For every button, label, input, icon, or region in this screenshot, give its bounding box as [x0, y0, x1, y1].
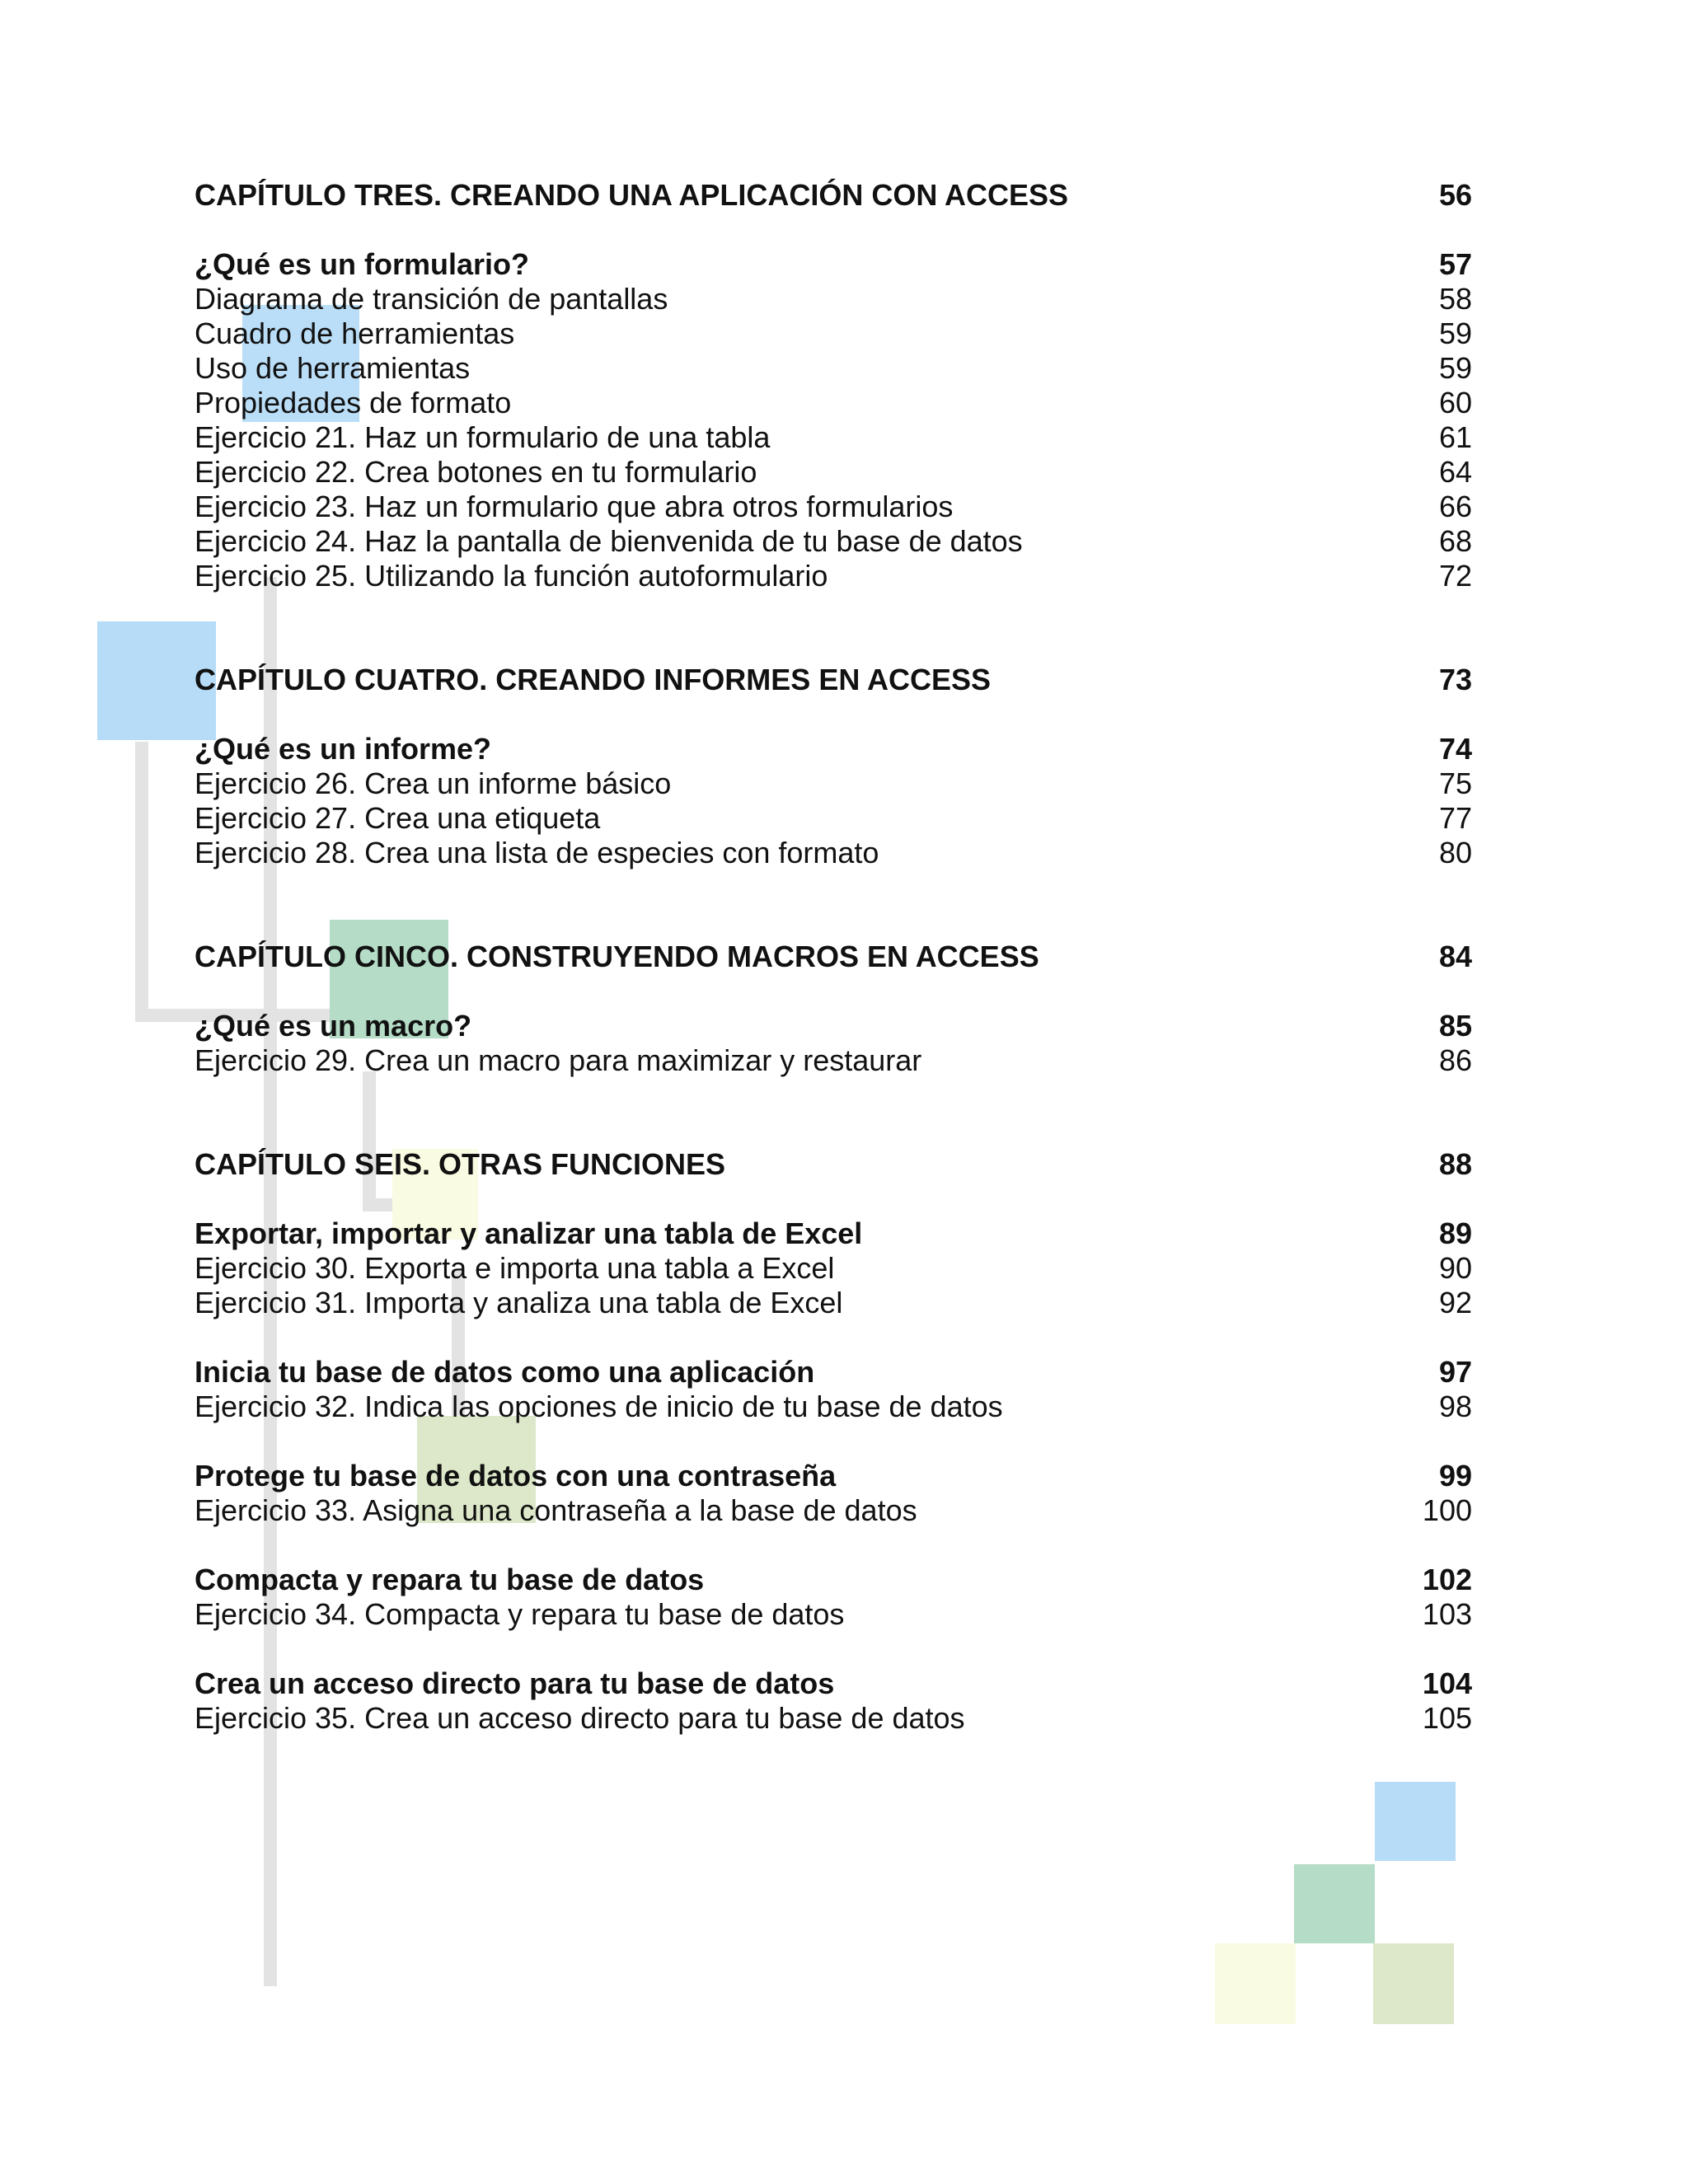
toc-entry-title: Exportar, importar y analizar una tabla de Excel: [195, 1216, 863, 1250]
toc-entry-page: 92: [1438, 1286, 1472, 1319]
toc-entry: [195, 386, 1472, 420]
chapter-heading: [195, 178, 1472, 213]
deco-square-sage-corner: [1373, 1943, 1454, 2024]
section-heading: [195, 1666, 1472, 1701]
toc-entry-title: Propiedades de formato: [195, 386, 512, 419]
toc-entry: [195, 559, 1472, 593]
deco-line-vertical-left: [135, 742, 148, 1022]
toc-entry-page: 66: [1438, 490, 1472, 523]
toc-entry-title: ¿Qué es un macro?: [195, 1009, 472, 1043]
toc-entry: [195, 282, 1472, 316]
toc-entry-page: 85: [1438, 1009, 1472, 1043]
toc-entry-title: Protege tu base de datos con una contraseña: [195, 1459, 837, 1493]
toc-entry-page: 104: [1422, 1666, 1472, 1700]
chapter-heading: [195, 940, 1472, 974]
toc-entry: [195, 766, 1472, 801]
chapter-heading: [195, 663, 1472, 697]
toc-entry-title: CAPÍTULO TRES. CREANDO UNA APLICACIÓN CON ACCESS: [195, 178, 1069, 212]
toc-entry: [195, 490, 1472, 524]
section-heading: [195, 247, 1472, 282]
toc-entry-page: 60: [1438, 386, 1472, 419]
toc-entry-page: 56: [1438, 178, 1472, 212]
toc-entry-title: Inicia tu base de datos como una aplicación: [195, 1355, 815, 1389]
toc-entry-page: 88: [1438, 1147, 1472, 1181]
toc-entry: [195, 420, 1472, 455]
toc-entry-page: 89: [1438, 1216, 1472, 1250]
toc-entry-title: Ejercicio 27. Crea una etiqueta: [195, 801, 601, 835]
toc-entry-page: 68: [1438, 524, 1472, 558]
toc-entry-page: 98: [1438, 1390, 1472, 1423]
toc-entry-page: 58: [1438, 282, 1472, 316]
toc-entry-title: Ejercicio 31. Importa y analiza una tabla de Excel: [195, 1286, 843, 1319]
toc-entry-page: 80: [1438, 836, 1472, 869]
toc-entry: [195, 836, 1472, 870]
toc-entry-title: Diagrama de transición de pantallas: [195, 282, 668, 316]
toc-entry-page: 86: [1438, 1043, 1472, 1077]
toc-entry-title: Compacta y repara tu base de datos: [195, 1563, 705, 1596]
chapter-heading: [195, 1147, 1472, 1182]
toc-entry-title: Ejercicio 35. Crea un acceso directo para tu base de datos: [195, 1701, 965, 1735]
toc-entry: [195, 801, 1472, 836]
deco-square-blue-corner: [1375, 1782, 1456, 1861]
toc-entry: [195, 351, 1472, 386]
toc-entry: [195, 1701, 1472, 1736]
deco-square-cream-corner: [1215, 1943, 1296, 2024]
table-of-contents: [195, 178, 1472, 1736]
section-heading: [195, 732, 1472, 766]
toc-entry-page: 77: [1438, 801, 1472, 835]
section-heading: [195, 1459, 1472, 1493]
toc-entry-page: 90: [1438, 1251, 1472, 1285]
section-heading: [195, 1009, 1472, 1043]
toc-entry-title: Crea un acceso directo para tu base de datos: [195, 1666, 835, 1700]
toc-entry: [195, 524, 1472, 559]
toc-entry-title: Ejercicio 29. Crea un macro para maximizar y restaurar: [195, 1043, 922, 1077]
toc-entry-title: ¿Qué es un formulario?: [195, 247, 530, 281]
toc-entry-title: Ejercicio 33. Asigna una contraseña a la base de datos: [195, 1493, 917, 1527]
toc-entry-page: 105: [1422, 1701, 1472, 1735]
toc-entry: [195, 1286, 1472, 1320]
toc-entry-title: Ejercicio 30. Exporta e importa una tabla a Excel: [195, 1251, 835, 1285]
toc-entry-title: CAPÍTULO CUATRO. CREANDO INFORMES EN ACCESS: [195, 663, 992, 696]
toc-entry-title: Ejercicio 21. Haz un formulario de una tabla: [195, 420, 771, 454]
toc-entry-page: 100: [1422, 1493, 1472, 1527]
toc-entry-title: Ejercicio 25. Utilizando la función autoformulario: [195, 559, 828, 593]
toc-entry: [195, 316, 1472, 351]
toc-entry-page: 59: [1438, 316, 1472, 350]
toc-entry-title: Ejercicio 26. Crea un informe básico: [195, 766, 672, 800]
toc-entry-title: CAPÍTULO SEIS. OTRAS FUNCIONES: [195, 1147, 726, 1181]
toc-entry-title: Ejercicio 22. Crea botones en tu formulario: [195, 455, 757, 489]
toc-entry-page: 59: [1438, 351, 1472, 385]
toc-entry-page: 57: [1438, 247, 1472, 281]
toc-entry: [195, 1043, 1472, 1078]
toc-entry: [195, 1390, 1472, 1424]
toc-entry-page: 99: [1438, 1459, 1472, 1493]
toc-entry: [195, 1251, 1472, 1286]
toc-entry-title: Cuadro de herramientas: [195, 316, 515, 350]
toc-entry-page: 72: [1438, 559, 1472, 593]
toc-entry-title: Ejercicio 34. Compacta y repara tu base de datos: [195, 1597, 845, 1631]
deco-square-green-corner: [1294, 1864, 1375, 1943]
toc-entry-page: 84: [1438, 940, 1472, 973]
section-heading: [195, 1563, 1472, 1597]
toc-entry-title: Ejercicio 23. Haz un formulario que abra otros formularios: [195, 490, 954, 523]
toc-entry-page: 97: [1438, 1355, 1472, 1389]
toc-entry-title: Ejercicio 32. Indica las opciones de inicio de tu base de datos: [195, 1390, 1003, 1423]
toc-entry-page: 103: [1422, 1597, 1472, 1631]
toc-entry-page: 74: [1438, 732, 1472, 766]
toc-entry-title: Uso de herramientas: [195, 351, 471, 385]
toc-entry-page: 64: [1438, 455, 1472, 489]
toc-entry: [195, 1493, 1472, 1528]
toc-entry-page: 75: [1438, 766, 1472, 800]
toc-entry-page: 102: [1422, 1563, 1472, 1596]
toc-entry-title: ¿Qué es un informe?: [195, 732, 492, 766]
toc-entry: [195, 1597, 1472, 1632]
section-heading: [195, 1355, 1472, 1390]
toc-entry: [195, 455, 1472, 490]
toc-entry-page: 73: [1438, 663, 1472, 696]
toc-entry-title: CAPÍTULO CINCO. CONSTRUYENDO MACROS EN ACCESS: [195, 940, 1039, 973]
toc-entry-page: 61: [1438, 420, 1472, 454]
toc-entry-title: Ejercicio 28. Crea una lista de especies con formato: [195, 836, 879, 869]
toc-entry-title: Ejercicio 24. Haz la pantalla de bienvenida de tu base de datos: [195, 524, 1023, 558]
section-heading: [195, 1216, 1472, 1251]
